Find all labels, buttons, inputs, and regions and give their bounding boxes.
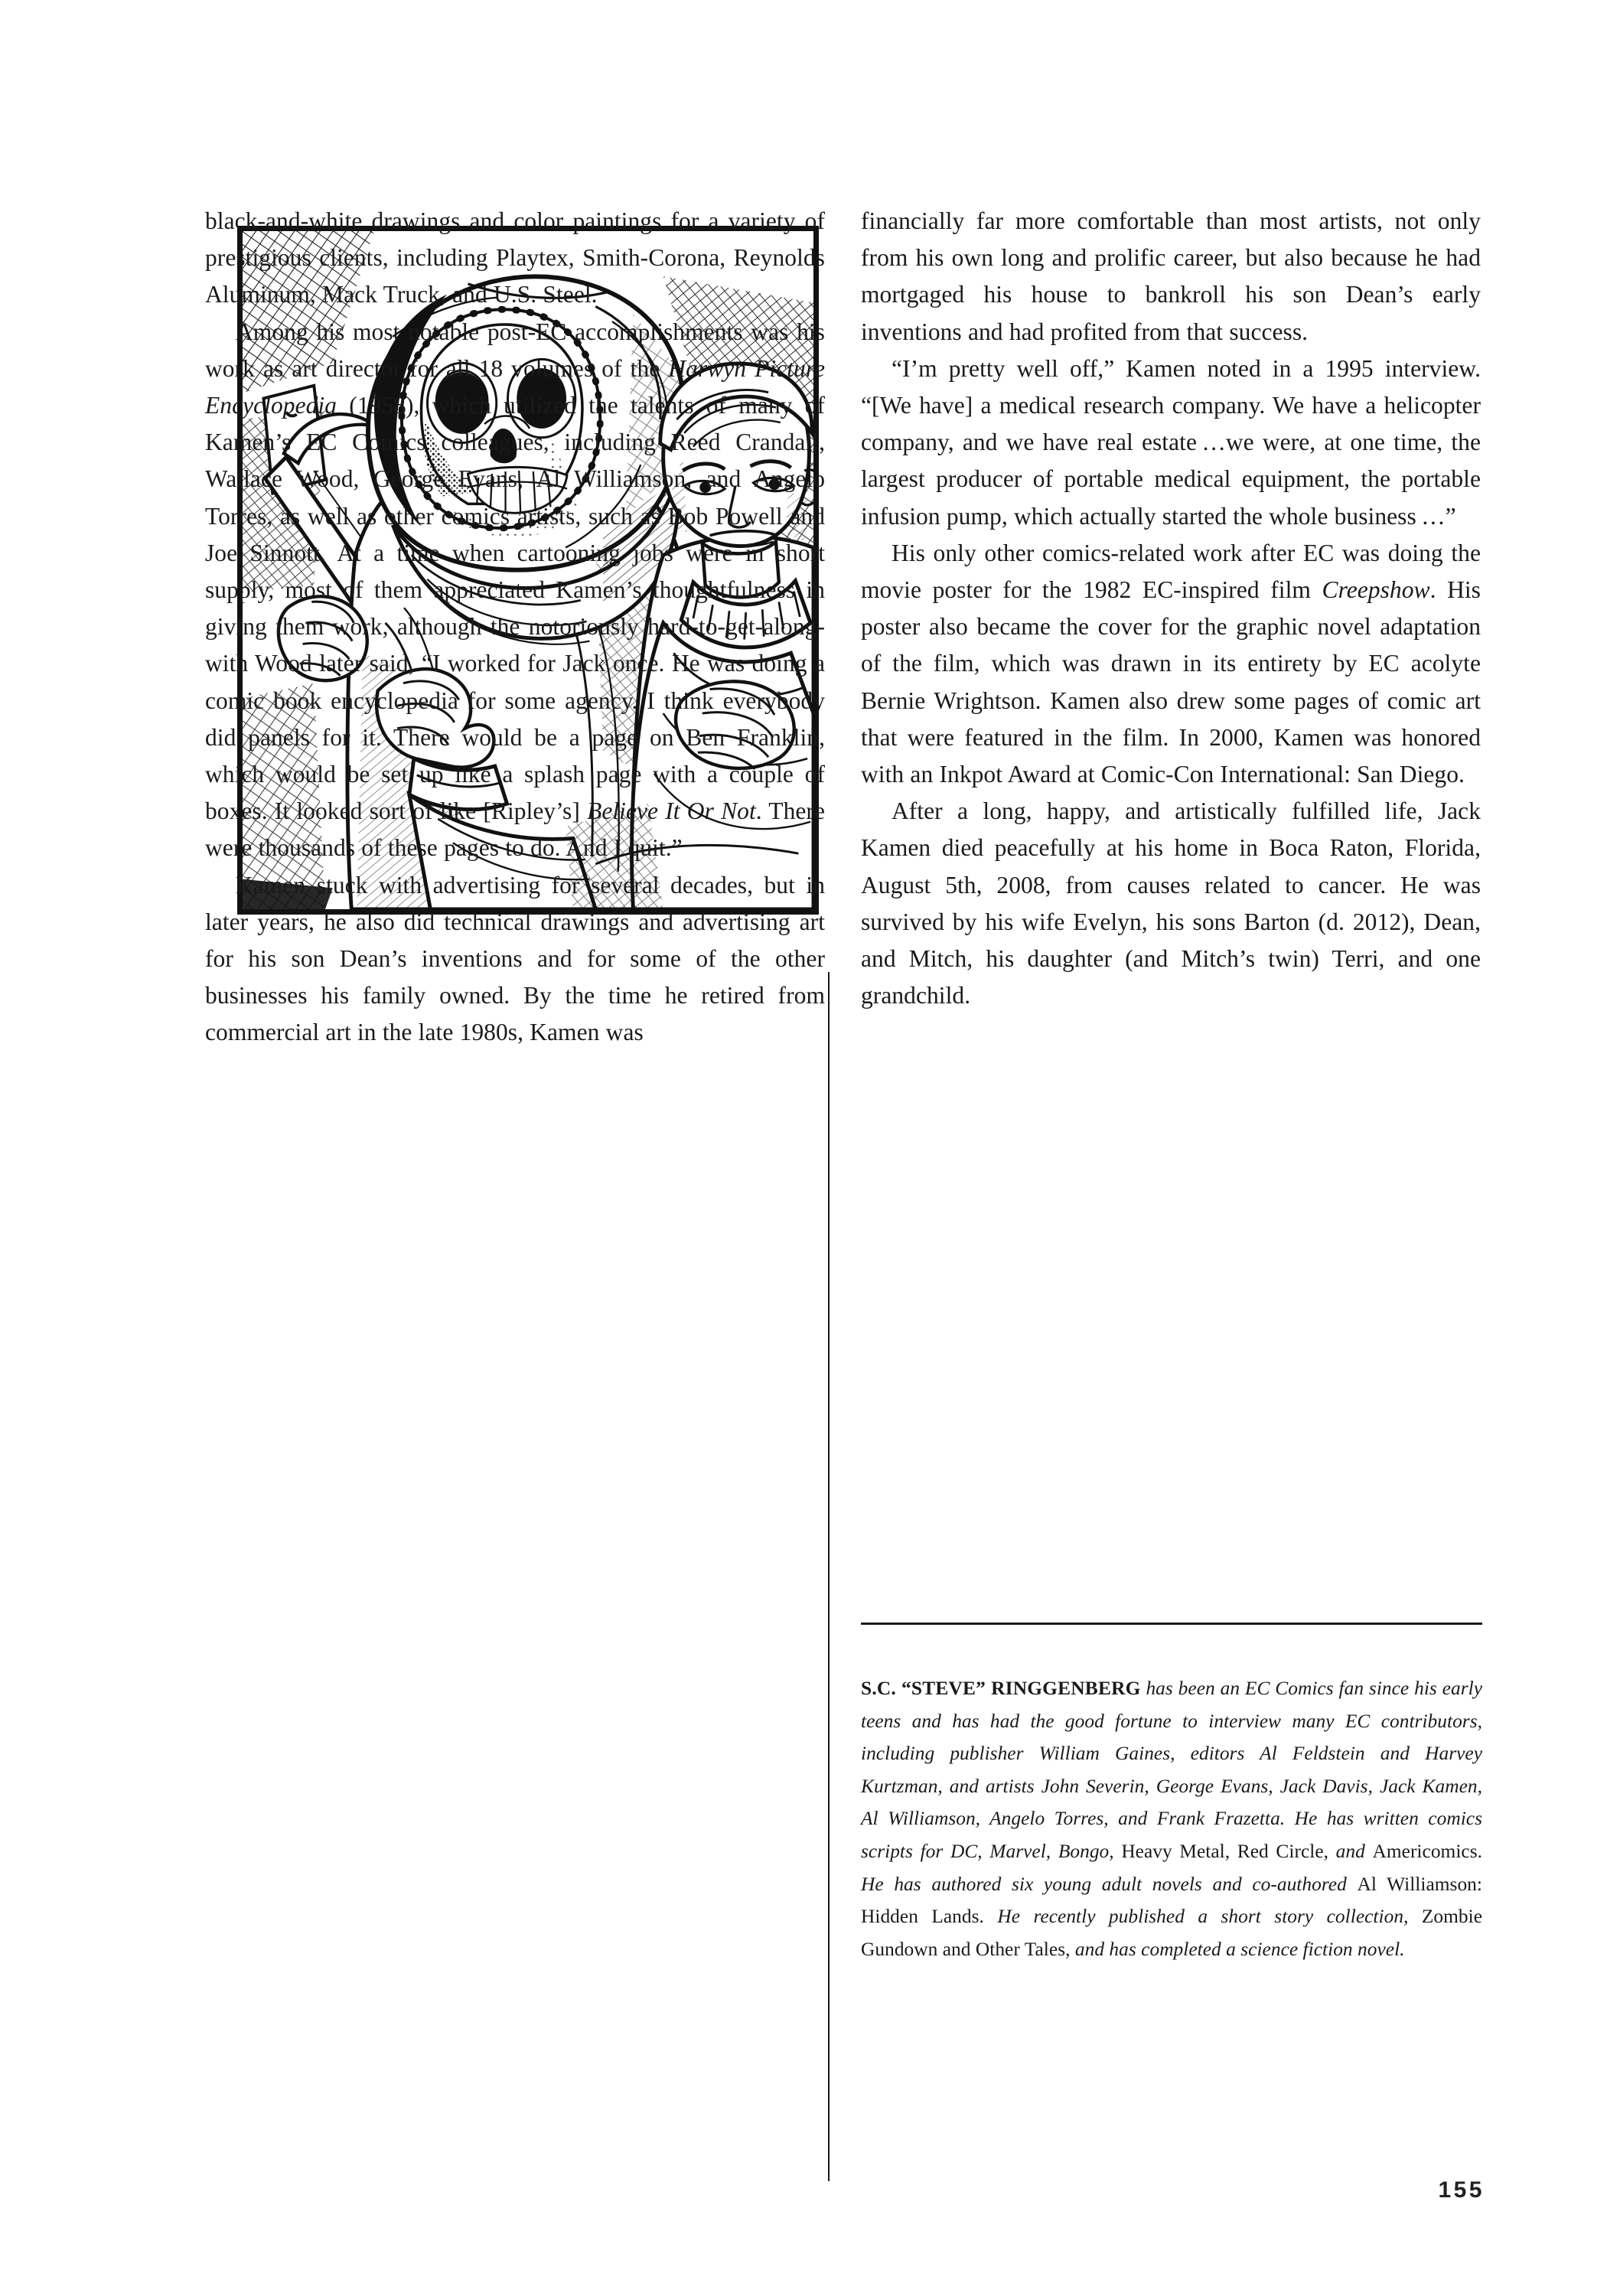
paragraph: His only other comics-related work after EC was doing the movie poster for the 1982 EC-inspired film Creepshow. His poster also became the cover for the graphic novel adaptation of the film, which was drawn in its entirety by EC acolyte Bernie Wrightson. Kamen also drew some pages of comic art that were featured in the film. In 2000, Kamen was honored with an Inkpot Award at Comic-Con International: San Diego. xyxy=(861,539,1481,788)
column-divider-rule xyxy=(828,972,830,2181)
left-column-paragraphs xyxy=(205,203,825,1052)
right-text-column xyxy=(861,203,1481,1014)
left-text-column xyxy=(205,203,825,1052)
paragraph: Among his most notable post-EC accomplishments was his work as art director for all 18 volumes of the Harwyn Picture Encyclopedia (1958), which utilized the talents of many of Kamen’s EC Comics colleagues, including Reed Crandall, Wallace Wood, George Evans, Al Williamson, and Angelo Torres, as well as other comics artists, such as Bob Powell and Joe Sinnott. At a time when cartooning jobs were in short supply, most of them appreciated Kamen’s thoughtfulness in giving them work, although the notoriously hard-to-get-along-with Wood later said, “I worked for Jack once. He was doing a comic book encyclopedia for some agency. I think everybody did panels for it. There would be a page on Ben Franklin, which would be set up like a splash page with a couple of boxes. It looked sort of like [Ripley’s] Believe It Or Not. There were thousands of these pages to do. And I quit.” xyxy=(205,318,826,862)
paragraph: “I’m pretty well off,” Kamen noted in a 1995 interview. “[We have] a medical research company. We have a helicopter company, and we have real estate …we were, at one time, the largest producer of portable medical equipment, the portable infusion pump, which actually started the whole business …” xyxy=(861,354,1481,530)
author-name: S.C. “STEVE” RINGGENBERG xyxy=(861,1678,1141,1699)
page-number: 155 xyxy=(1438,2177,1485,2203)
right-column-paragraphs xyxy=(861,203,1481,1014)
paragraph: Kamen stuck with advertising for several decades, but in later years, he also did technical drawings and advertising art for his son Dean’s inventions and for some of the other businesses his family owned. By the time he retired from commercial art in the late 1980s, Kamen was xyxy=(205,871,825,1046)
bio-separator-rule xyxy=(861,1623,1482,1625)
paragraph: After a long, happy, and artistically fulfilled life, Jack Kamen died peacefully at his home in Boca Raton, Florida, August 5th, 2008, from causes related to cancer. He was survived by his wife Evelyn, his sons Barton (d. 2012), Dean, and Mitch, his daughter (and Mitch’s twin) Terri, and one grandchild. xyxy=(861,797,1481,1009)
author-bio-block xyxy=(861,1623,1482,1965)
paragraph: financially far more comfortable than most artists, not only from his own long and prolific career, but also because he had mortgaged his house to bankroll his son Dean’s early inventions and had profited from that success. xyxy=(861,207,1481,345)
paragraph: black-and-white drawings and color paintings for a variety of prestigious clients, including Playtex, Smith-Corona, Reynolds Aluminum, Mack Truck, and U.S. Steel. xyxy=(205,207,825,308)
author-bio-text: S.C. “STEVE” RINGGENBERG has been an EC Comics fan since his early teens and has had the good fortune to interview many EC contributors, including publisher William Gaines, editors Al Feldstein and Harvey Kurtzman, and artists John Severin, George Evans, Jack Davis, Jack Kamen, Al Williamson, Angelo Torres, and Frank Frazetta. He has written comics scripts for DC, Marvel, Bongo, Heavy Metal, Red Circle, and Americomics. He has authored six young adult novels and co-authored Al Williamson: Hidden Lands. He recently published a short story collection, Zombie Gundown and Other Tales, and has completed a science fiction novel. xyxy=(861,1678,1483,1960)
